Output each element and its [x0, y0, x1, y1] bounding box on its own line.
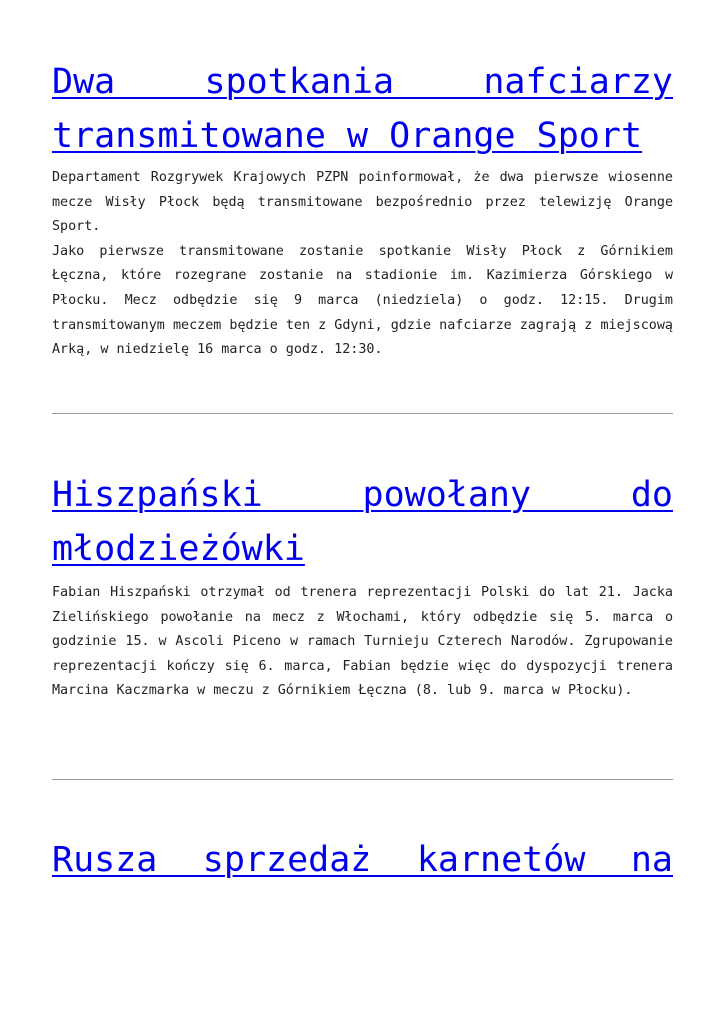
article-3: [52, 833, 673, 887]
article-2: [52, 468, 673, 576]
article-1-paragraph-1: Departament Rozgrywek Krajowych PZPN poinformował, że dwa pierwsze wiosenne mecze Wisły Płock będą transmitowane bezpośrednio przez telewizję Orange Sport.: [52, 170, 673, 235]
article-2-title-link[interactable]: Hiszpański powołany do młodzieżówki: [52, 475, 673, 569]
article-1-title-link[interactable]: Dwa spotkania nafciarzy transmitowane w Orange Sport: [52, 62, 673, 156]
article-2-body: [52, 581, 673, 704]
article-1-paragraph-2: Jako pierwsze transmitowane zostanie spotkanie Wisły Płock z Górnikiem Łęczna, które rozegrane zostanie na stadionie im. Kazimierza Górskiego w Płocku. Mecz odbędzie się 9 marca (niedziela) o godz. 12:15. Drugim transmitowanym meczem będzie ten z Gdyni, gdzie nafciarze zagrają z miejscową Arką, w niedzielę 16 marca o godz. 12:30.: [52, 243, 673, 358]
separator-2: [52, 779, 673, 780]
separator-1: [52, 413, 673, 414]
article-1: [52, 55, 673, 163]
article-2-paragraph-1: Fabian Hiszpański otrzymał od trenera reprezentacji Polski do lat 21. Jacka Zielińskiego powołanie na mecz z Włochami, który odbędzie się 5. marca o godzinie 15. w Ascoli Piceno w ramach Turnieju Czterech Narodów. Zgrupowanie reprezentacji kończy się 6. marca, Fabian będzie więc do dyspozycji trenera Marcina Kaczmarka w meczu z Górnikiem Łęczna (8. lub 9. marca w Płocku).: [52, 585, 673, 699]
article-3-title-link[interactable]: Rusza sprzedaż karnetów na: [52, 840, 673, 880]
article-1-body: [52, 166, 673, 363]
